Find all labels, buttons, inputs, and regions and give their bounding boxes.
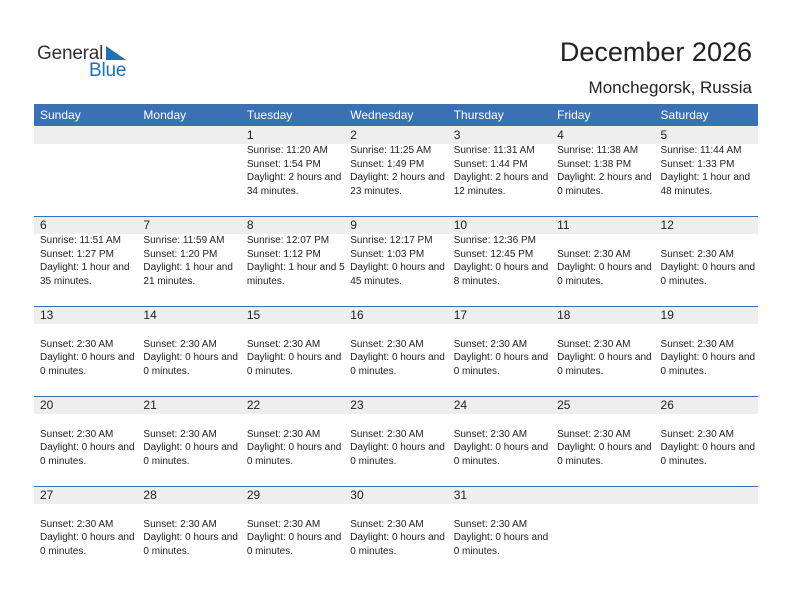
sunset-text: Sunset: 2:30 AM — [557, 428, 631, 440]
daylight-text: Daylight: 0 hours and 0 minutes. — [246, 532, 342, 557]
daylight-text: Daylight: 0 hours and 0 minutes. — [557, 262, 652, 287]
daylight-text: Daylight: 0 hours and 0 minutes. — [557, 442, 652, 467]
sunset-text: Sunset: 2:30 AM — [660, 428, 734, 440]
day-number: 14 — [143, 308, 157, 322]
calendar-week — [34, 396, 758, 486]
sunrise-text — [40, 414, 137, 428]
sunrise-text — [557, 504, 654, 518]
day-info — [661, 234, 758, 288]
day-number: 19 — [660, 308, 674, 322]
sunset-text: Sunset: 2:30 AM — [246, 338, 321, 350]
calendar-week — [34, 216, 758, 306]
daylight-text: Daylight: 1 hour and 21 minutes. — [143, 262, 233, 287]
day-cell — [448, 216, 551, 306]
day-cell — [241, 486, 344, 576]
day-cell — [34, 396, 137, 486]
day-cell — [448, 126, 551, 216]
day-info — [557, 414, 654, 468]
day-info — [350, 504, 447, 558]
weekday-friday: Friday — [557, 108, 591, 122]
day-info — [350, 144, 447, 198]
day-cell — [551, 486, 654, 576]
day-info — [557, 324, 654, 378]
calendar-week — [34, 486, 758, 576]
sunset-text: Sunset: 1:44 PM — [453, 158, 528, 170]
day-info — [40, 324, 137, 378]
daylight-text: Daylight: 0 hours and 0 minutes. — [246, 352, 342, 377]
day-cell — [448, 396, 551, 486]
day-cell — [344, 126, 447, 216]
day-number: 22 — [246, 398, 261, 412]
daylight-text: Daylight: 2 hours and 23 minutes. — [350, 172, 445, 197]
day-info — [350, 414, 447, 468]
daylight-text: Daylight: 0 hours and 0 minutes. — [143, 352, 238, 377]
sunrise-text — [143, 144, 240, 158]
day-info — [454, 504, 551, 558]
day-info — [557, 234, 654, 288]
day-number: 28 — [143, 488, 157, 502]
day-number: 31 — [453, 488, 468, 502]
sunrise-text: Sunrise: 11:51 AM — [40, 235, 121, 246]
daylight-text: Daylight: 0 hours and 0 minutes. — [143, 442, 238, 467]
day-number: 9 — [350, 218, 357, 232]
day-number: 24 — [453, 398, 468, 412]
day-cell — [448, 306, 551, 396]
day-cell — [34, 216, 137, 306]
day-info — [143, 234, 240, 288]
sunset-text: Sunset: 1:33 PM — [660, 158, 735, 170]
weekday-sunday: Sunday — [40, 108, 81, 122]
sunrise-text — [661, 414, 758, 428]
day-number: 21 — [143, 398, 157, 412]
sunrise-text: Sunrise: 11:31 AM — [453, 145, 535, 156]
daylight-text: Daylight: 0 hours and 0 minutes. — [660, 442, 756, 467]
sunset-text: Sunset: 2:30 AM — [453, 428, 528, 440]
day-info — [40, 504, 137, 558]
day-number — [143, 126, 240, 144]
sunrise-text: Sunrise: 11:44 AM — [660, 145, 742, 156]
weekday-monday: Monday — [143, 108, 187, 122]
day-number: 23 — [350, 398, 364, 412]
week-cells — [34, 216, 758, 306]
daylight-text: Daylight: 0 hours and 0 minutes. — [40, 532, 135, 557]
sunset-text: Sunset: 2:30 AM — [246, 428, 321, 440]
daylight-text: Daylight: 0 hours and 0 minutes. — [40, 442, 135, 467]
day-cell — [551, 216, 654, 306]
daylight-text: Daylight: 0 hours and 45 minutes. — [350, 262, 445, 287]
sunrise-text — [557, 234, 654, 248]
location-subtitle: Monchegorsk, Russia — [588, 78, 752, 97]
sunrise-text — [40, 504, 137, 518]
day-cell — [137, 396, 240, 486]
day-cell — [344, 486, 447, 576]
sunrise-text — [661, 234, 758, 248]
sunrise-text — [454, 504, 551, 518]
daylight-text: Daylight: 1 hour and 35 minutes. — [40, 262, 130, 287]
day-cell — [241, 396, 344, 486]
day-number: 17 — [453, 308, 468, 322]
sunrise-text — [143, 414, 240, 428]
day-number: 18 — [557, 308, 571, 322]
day-number — [661, 486, 758, 504]
weekday-header — [34, 104, 758, 126]
day-number — [557, 486, 654, 504]
day-cell — [137, 306, 240, 396]
sunrise-text: Sunrise: 11:59 AM — [143, 235, 225, 246]
day-number: 11 — [557, 218, 570, 232]
sunrise-text: Sunrise: 11:38 AM — [557, 145, 639, 156]
sunrise-text — [40, 144, 137, 158]
daylight-text: Daylight: 2 hours and 0 minutes. — [557, 172, 652, 197]
weekday-saturday: Saturday — [660, 108, 709, 122]
sunrise-text — [350, 504, 447, 518]
sunrise-text — [661, 324, 758, 338]
day-info — [247, 234, 344, 288]
day-cell — [137, 126, 240, 216]
day-cell — [655, 126, 758, 216]
sunset-text: Sunset: 1:20 PM — [143, 248, 218, 260]
day-number: 20 — [40, 398, 54, 412]
day-number: 1 — [246, 128, 254, 142]
day-number: 27 — [40, 488, 54, 502]
day-cell — [344, 306, 447, 396]
day-info — [143, 324, 240, 378]
day-number: 29 — [246, 488, 261, 502]
daylight-text: Daylight: 0 hours and 0 minutes. — [660, 262, 756, 287]
day-number: 4 — [557, 128, 564, 142]
daylight-text: Daylight: 0 hours and 0 minutes. — [453, 442, 549, 467]
week-cells — [34, 306, 758, 396]
day-info — [454, 144, 551, 198]
week-cells — [34, 396, 758, 486]
day-cell — [655, 396, 758, 486]
day-cell — [241, 126, 344, 216]
sunset-text: Sunset: 2:30 AM — [557, 248, 631, 260]
daylight-text: Daylight: 0 hours and 8 minutes. — [453, 262, 549, 287]
daylight-text: Daylight: 0 hours and 0 minutes. — [350, 532, 445, 557]
daylight-text: Daylight: 0 hours and 0 minutes. — [453, 352, 549, 377]
sunset-text: Sunset: 2:30 AM — [660, 338, 734, 350]
daylight-text: Daylight: 0 hours and 0 minutes. — [350, 352, 445, 377]
day-number: 7 — [143, 218, 151, 232]
day-number: 30 — [350, 488, 364, 502]
day-number: 26 — [660, 398, 674, 412]
daylight-text: Daylight: 2 hours and 12 minutes. — [453, 172, 549, 197]
day-cell — [137, 486, 240, 576]
calendar-weeks — [34, 126, 758, 576]
sunset-text: Sunset: 2:30 AM — [143, 338, 217, 350]
sunset-text: Sunset: 2:30 AM — [660, 248, 734, 260]
sunset-text: Sunset: 2:30 AM — [40, 338, 114, 350]
day-info — [143, 144, 240, 158]
sunset-text: Sunset: 2:30 AM — [350, 428, 424, 440]
week-cells — [34, 486, 758, 576]
weekday-tuesday: Tuesday — [246, 108, 293, 122]
sunrise-text — [143, 324, 240, 338]
day-number: 8 — [246, 218, 254, 232]
weekday-thursday: Thursday — [453, 108, 504, 122]
day-cell — [655, 306, 758, 396]
day-info — [40, 234, 137, 288]
day-cell — [448, 486, 551, 576]
day-info — [350, 324, 447, 378]
daylight-text: Daylight: 0 hours and 0 minutes. — [350, 442, 445, 467]
sunset-text: Sunset: 1:12 PM — [246, 248, 321, 260]
day-cell — [137, 216, 240, 306]
sunset-text: Sunset: 2:30 AM — [143, 428, 217, 440]
day-cell — [34, 486, 137, 576]
sunrise-text: Sunrise: 12:07 PM — [246, 235, 330, 246]
day-info — [247, 504, 344, 558]
sunrise-text — [454, 414, 551, 428]
sunrise-text — [247, 324, 344, 338]
day-info — [247, 414, 344, 468]
day-info — [247, 324, 344, 378]
day-cell — [655, 486, 758, 576]
day-cell — [241, 216, 344, 306]
day-cell — [655, 216, 758, 306]
day-info — [454, 234, 551, 288]
day-info — [557, 504, 654, 518]
calendar-week — [34, 306, 758, 396]
sunrise-text: Sunrise: 12:17 PM — [350, 235, 433, 246]
page-title: December 2026 — [559, 37, 752, 67]
sunrise-text — [557, 324, 654, 338]
day-info — [350, 234, 447, 288]
day-cell — [34, 306, 137, 396]
logo-general-text: General — [37, 43, 104, 64]
sunset-text: Sunset: 12:45 PM — [453, 248, 534, 260]
daylight-text: Daylight: 0 hours and 0 minutes. — [246, 442, 342, 467]
day-number: 5 — [660, 128, 668, 142]
sunset-text: Sunset: 2:30 AM — [453, 518, 528, 530]
day-cell — [551, 396, 654, 486]
day-number: 3 — [453, 128, 461, 142]
sunset-text: Sunset: 2:30 AM — [350, 338, 424, 350]
daylight-text: Daylight: 0 hours and 0 minutes. — [557, 352, 652, 377]
weekday-wednesday: Wednesday — [350, 108, 414, 122]
day-cell — [241, 306, 344, 396]
sunrise-text: Sunrise: 11:20 AM — [246, 145, 328, 156]
day-number: 2 — [350, 128, 357, 142]
day-number: 25 — [557, 398, 571, 412]
day-cell — [551, 306, 654, 396]
daylight-text: Daylight: 1 hour and 48 minutes. — [660, 172, 751, 197]
day-info — [143, 504, 240, 558]
sunset-text: Sunset: 2:30 AM — [453, 338, 528, 350]
day-info — [661, 414, 758, 468]
day-info — [557, 144, 654, 198]
sunset-text: Sunset: 1:54 PM — [246, 158, 321, 170]
daylight-text: Daylight: 1 hour and 5 minutes. — [246, 262, 345, 287]
day-cell — [344, 396, 447, 486]
day-number: 15 — [246, 308, 261, 322]
sunset-text: Sunset: 2:30 AM — [40, 428, 114, 440]
sunrise-text — [454, 324, 551, 338]
day-number — [40, 126, 137, 144]
calendar-grid — [34, 104, 758, 576]
calendar-week — [34, 126, 758, 216]
sunrise-text: Sunrise: 12:36 PM — [453, 235, 536, 246]
sunset-text: Sunset: 1:38 PM — [557, 158, 632, 170]
sunrise-text — [40, 324, 137, 338]
day-number: 6 — [40, 218, 47, 232]
logo-blue-text: Blue — [89, 60, 127, 81]
day-info — [454, 414, 551, 468]
day-number: 13 — [40, 308, 54, 322]
sunrise-text — [350, 414, 447, 428]
week-cells — [34, 126, 758, 216]
sunrise-text — [143, 504, 240, 518]
sunrise-text — [557, 414, 654, 428]
logo — [37, 42, 137, 82]
day-info — [661, 324, 758, 378]
day-number: 12 — [660, 218, 674, 232]
day-info — [454, 324, 551, 378]
day-number: 10 — [453, 218, 468, 232]
daylight-text: Daylight: 0 hours and 0 minutes. — [143, 532, 238, 557]
sunrise-text — [247, 414, 344, 428]
sunset-text: Sunset: 2:30 AM — [557, 338, 631, 350]
daylight-text: Daylight: 2 hours and 34 minutes. — [246, 172, 342, 197]
sunset-text: Sunset: 2:30 AM — [143, 518, 217, 530]
sunrise-text — [247, 504, 344, 518]
sunset-text: Sunset: 2:30 AM — [246, 518, 321, 530]
day-info — [40, 144, 137, 158]
day-info — [247, 144, 344, 198]
day-info — [661, 144, 758, 198]
sunrise-text — [350, 324, 447, 338]
sunset-text: Sunset: 2:30 AM — [40, 518, 114, 530]
daylight-text: Daylight: 0 hours and 0 minutes. — [660, 352, 756, 377]
sunrise-text — [661, 504, 758, 518]
sunset-text: Sunset: 1:49 PM — [350, 158, 425, 170]
sunset-text: Sunset: 2:30 AM — [350, 518, 424, 530]
day-info — [661, 504, 758, 518]
day-info — [40, 414, 137, 468]
daylight-text: Daylight: 0 hours and 0 minutes. — [40, 352, 135, 377]
sunrise-text: Sunrise: 11:25 AM — [350, 145, 432, 156]
sunset-text: Sunset: 1:03 PM — [350, 248, 425, 260]
day-number: 16 — [350, 308, 364, 322]
day-cell — [34, 126, 137, 216]
day-cell — [551, 126, 654, 216]
sunset-text: Sunset: 1:27 PM — [40, 248, 114, 260]
daylight-text: Daylight: 0 hours and 0 minutes. — [453, 532, 549, 557]
day-info — [143, 414, 240, 468]
day-cell — [344, 216, 447, 306]
